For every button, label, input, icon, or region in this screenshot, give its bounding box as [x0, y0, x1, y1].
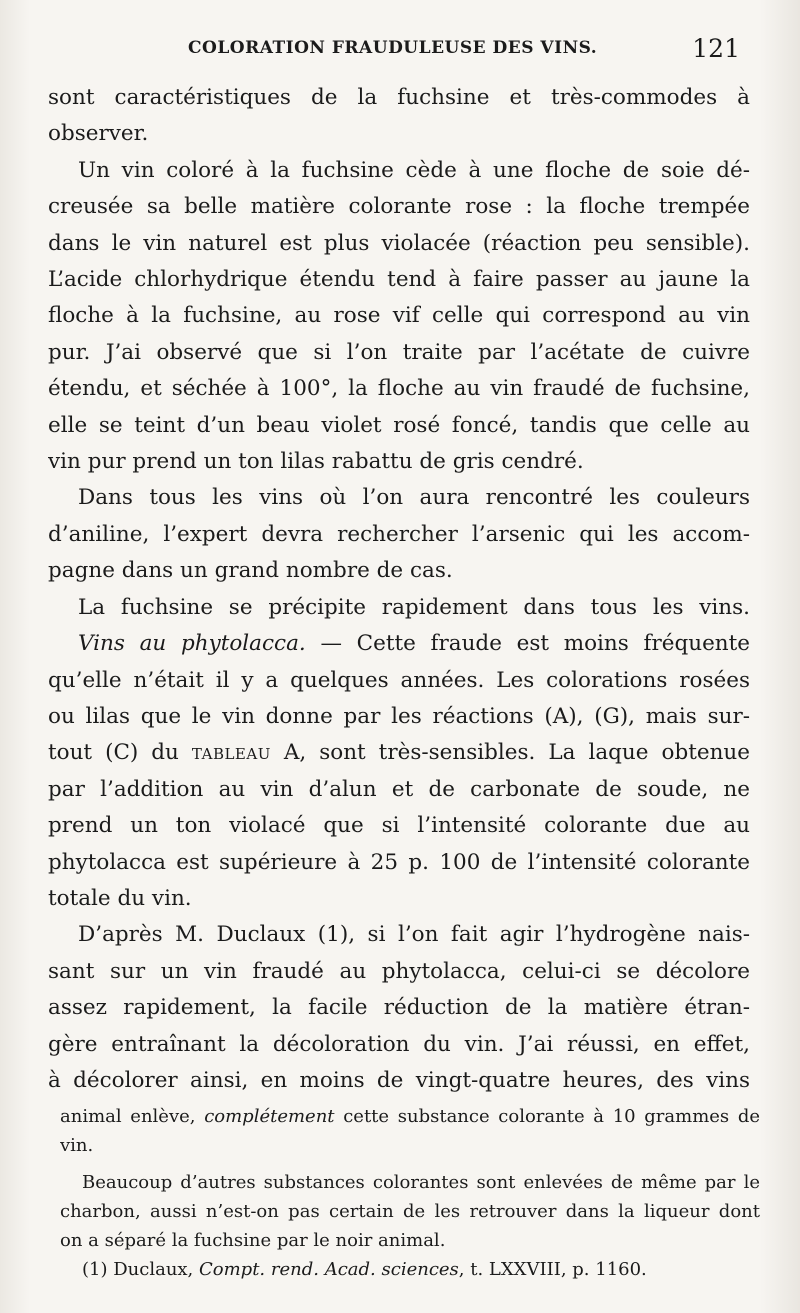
text-run: (1) Duclaux, [82, 1259, 199, 1280]
text-line: floche à la fuchsine, au rose vif celle qui correspond au vin [48, 303, 750, 329]
text-run: , t. LXXVIII, p. 1160. [458, 1259, 647, 1280]
page-header [40, 34, 740, 70]
italic-run: Compt. rend. [199, 1259, 319, 1280]
text-line: charbon, aussi n’est-on pas certain de les retrouver dans la liqueur dont [60, 1201, 760, 1222]
text-line: vin. [60, 1135, 94, 1156]
page-number: 121 [692, 34, 740, 63]
text-line [48, 626, 750, 662]
text-line: prend un ton violacé que si l’intensité colorante due au [48, 813, 750, 839]
italic-run: complétement [204, 1106, 335, 1127]
paragraph-3 [48, 480, 750, 589]
text-line: creusée sa belle matière colorante rose : la floche trempée [48, 194, 750, 220]
italic-run: Acad. sciences [324, 1259, 459, 1280]
text-line: totale du vin. [48, 885, 192, 911]
text-line: L’acide chlorhydrique étendu tend à faire passer au jaune la [48, 267, 750, 293]
text-line: qu’elle n’était il y a quelques années. Les colorations rosées [48, 667, 750, 693]
text-line: Un vin coloré à la fuchsine cède à une floche de soie dé- [78, 157, 750, 183]
paragraph-1 [48, 80, 750, 153]
paragraph-6 [48, 917, 750, 1099]
text-line: gère entraînant la décoloration du vin. J’ai réussi, en effet, [48, 1031, 750, 1057]
text-line: d’aniline, l’expert devra rechercher l’arsenic qui les accom- [48, 521, 750, 547]
footnote-paragraph [60, 1168, 760, 1255]
text-line: à décolorer ainsi, en moins de vingt-quatre heures, des vins [48, 1067, 750, 1093]
text-line: on a séparé la fuchsine par le noir animal. [60, 1230, 446, 1251]
paragraph-4 [48, 590, 750, 626]
text-line: Dans tous les vins où l’on aura rencontré les couleurs [78, 485, 750, 511]
body-text [48, 80, 750, 1099]
text-line: sant sur un vin fraudé au phytolacca, celui-ci se décolore [48, 958, 750, 984]
text-line: vin pur prend un ton lilas rabattu de gris cendré. [48, 449, 584, 475]
footnotes [60, 1102, 760, 1284]
text-line: sont caractéristiques de la fuchsine et très-commodes à [48, 85, 750, 110]
text-line: elle se teint d’un beau violet rosé foncé, tandis que celle au [48, 412, 750, 438]
text-line: phytolacca est supérieure à 25 p. 100 de l’intensité colorante [48, 849, 750, 875]
text-run: cette substance colorante à 10 grammes de [334, 1106, 760, 1127]
text-line [60, 1102, 760, 1131]
text-line: ou lilas que le vin donne par les réactions (A), (G), mais sur- [48, 703, 750, 729]
text-line: D’après M. Duclaux (1), si l’on fait agir l’hydrogène nais- [78, 922, 750, 948]
text-run: tout (C) du [48, 740, 192, 766]
paragraph-2 [48, 153, 750, 481]
text-line [60, 1255, 760, 1284]
text-line: observer. [48, 121, 149, 147]
running-title: COLORATION FRAUDULEUSE DES VINS. [188, 38, 598, 58]
footnote-1 [60, 1255, 760, 1284]
small-caps-run: tableau [191, 740, 271, 766]
footnote-continued [60, 1102, 760, 1160]
text-line: par l’addition au vin d’alun et de carbonate de soude, ne [48, 776, 750, 802]
text-line: étendu, et séchée à 100°, la floche au vin fraudé de fuchsine, [48, 376, 750, 402]
text-line: La fuchsine se précipite rapidement dans tous les vins. [78, 594, 750, 620]
text-line: Beaucoup d’autres substances colorantes sont enlevées de même par le [82, 1172, 760, 1193]
text-line: assez rapidement, la facile réduction de la matière étran- [48, 995, 750, 1021]
text-run: — Cette fraude est moins fréquente [305, 631, 750, 657]
text-line: pur. J’ai observé que si l’on traite par l’acétate de cuivre [48, 339, 750, 365]
text-run: animal enlève, [60, 1106, 205, 1127]
text-line: dans le vin naturel est plus violacée (réaction peu sensible). [48, 230, 750, 256]
paragraph-5 [48, 626, 750, 917]
text-line [48, 735, 750, 771]
text-run: A, sont très-sensibles. La laque obtenue [270, 740, 750, 766]
text-line: pagne dans un grand nombre de cas. [48, 558, 453, 584]
section-heading-italic: Vins au phytolacca. [78, 631, 306, 657]
